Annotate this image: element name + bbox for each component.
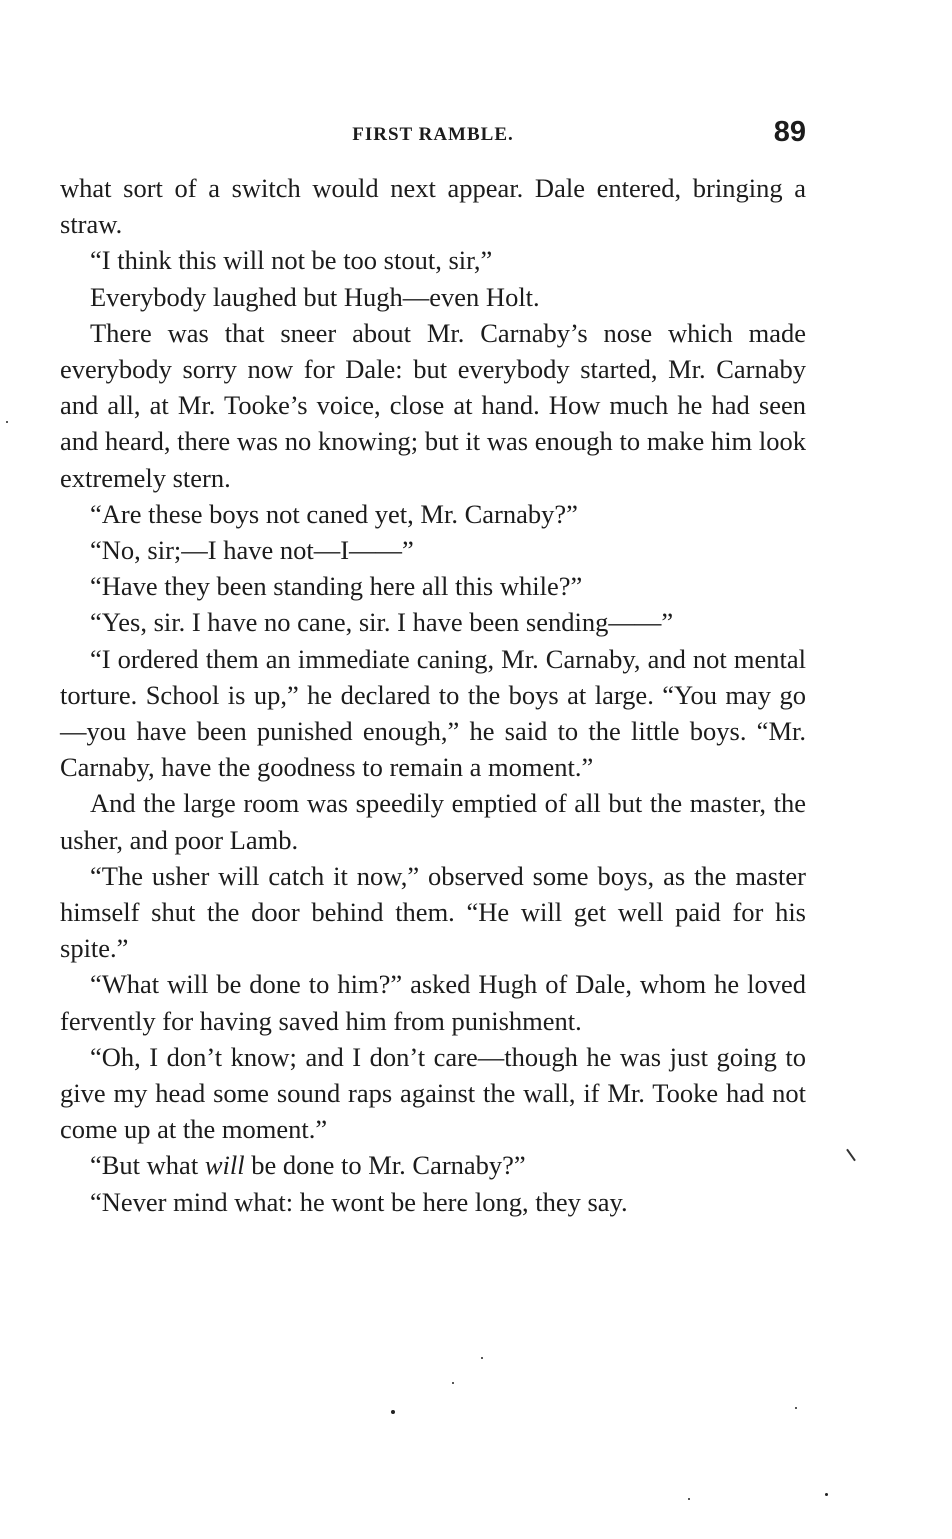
paragraph: “Are these boys not caned yet, Mr. Carnaby?”: [90, 498, 578, 529]
paragraph: “No, sir;—I have not—I——”: [90, 535, 414, 566]
paper-speck: [391, 1410, 395, 1414]
paper-speck: [688, 1498, 690, 1500]
page-number: 89: [773, 116, 806, 148]
emphasis-text: will: [204, 1150, 245, 1181]
paragraph: There was that sneer about Mr. Carnaby’s nose which made everybody sorry now for Dale: but everybody started, Mr. Carnaby and all, at Mr. Tooke’s voice, close at hand. How much he had seen and heard, there was no knowing; but it was enough to make him look extremely stern.: [60, 317, 806, 493]
paper-speck: [825, 1493, 828, 1496]
paragraph: “The usher will catch it now,” observed some boys, as the master himself shut the door behind them. “He will get well paid for his spite.”: [60, 860, 806, 964]
paper-speck: [795, 1407, 797, 1409]
running-header: [60, 114, 806, 154]
margin-mark: [846, 1149, 856, 1162]
paragraph: “Have they been standing here all this while?”: [90, 571, 583, 602]
paper-speck: [6, 421, 8, 423]
paragraph: “I think this will not be too stout, sir,”: [90, 245, 493, 276]
running-title: FIRST RAMBLE.: [352, 124, 514, 145]
paragraph: Everybody laughed but Hugh—even Holt.: [90, 281, 540, 312]
body-text: [60, 170, 806, 1220]
paper-speck: [481, 1357, 483, 1359]
paper-speck: [452, 1382, 454, 1384]
paragraph: “I ordered them an immediate caning, Mr. Carnaby, and not mental torture. School is up,” he declared to the boys at large. “You may go—you have been punished enough,” he said to the little boys. “Mr. Carnaby, have the goodness to remain a moment.”: [60, 643, 806, 783]
paragraph-text: “But what: [90, 1150, 205, 1181]
paragraph: “Yes, sir. I have no cane, sir. I have been sending——”: [90, 607, 674, 638]
paragraph: [60, 1147, 806, 1183]
paragraph: And the large room was speedily emptied of all but the master, the usher, and poor Lamb.: [60, 788, 806, 855]
paragraph-text: be done to Mr. Carnaby?”: [244, 1150, 526, 1181]
paragraph: “What will be done to him?” asked Hugh of Dale, whom he loved fervently for having saved him from punishment.: [60, 969, 806, 1036]
paragraph: “Oh, I don’t know; and I don’t care—though he was just going to give my head some sound raps against the wall, if Mr. Tooke had not come up at the moment.”: [60, 1041, 806, 1145]
paragraph: “Never mind what: he wont be here long, they say.: [90, 1186, 628, 1217]
paragraph: what sort of a switch would next appear. Dale entered, bringing a straw.: [60, 173, 806, 240]
